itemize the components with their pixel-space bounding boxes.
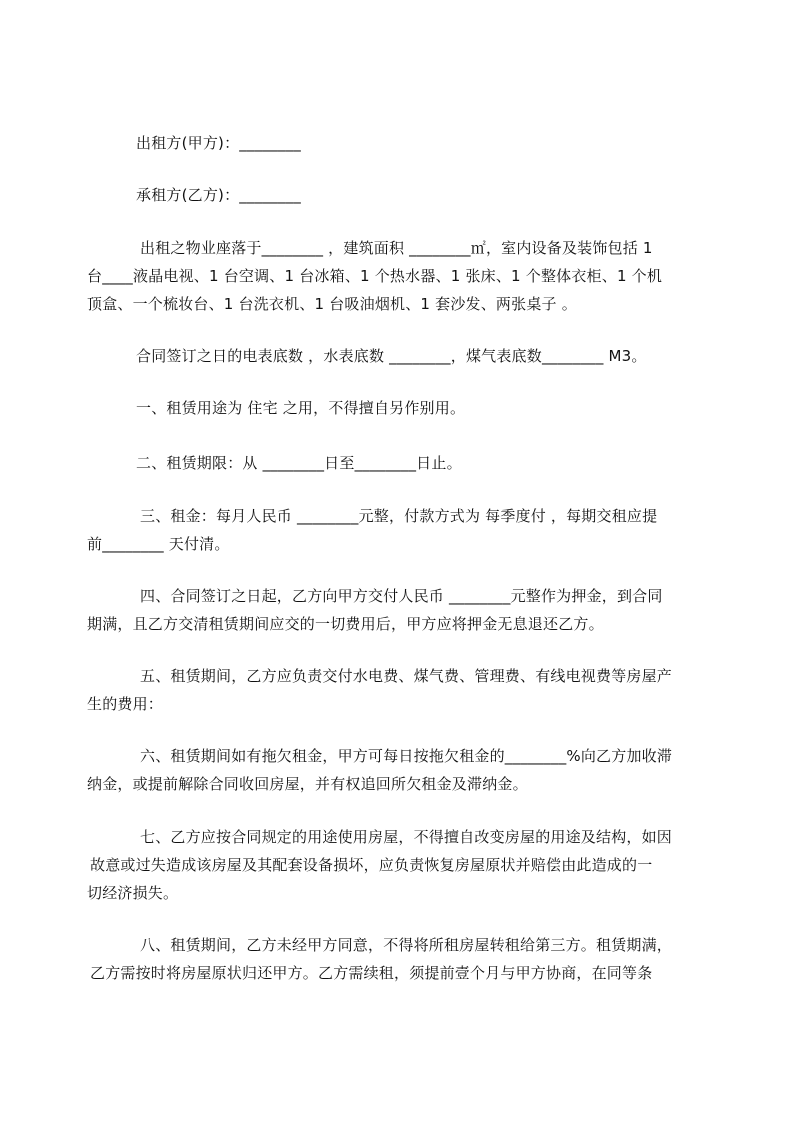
clause-2-line: 二、租赁期限：从 ________日至________日止。 (136, 454, 462, 472)
clause-7-line-2: 故意或过失造成该房屋及其配套设备损坏，应负责恢复房屋原状并赔偿由此造成的一 (90, 856, 653, 874)
clause-4-line-1: 四、合同签订之日起，乙方向甲方交付人民币 ________元整作为押金，到合同 (140, 587, 663, 605)
clause-8-line-2: 乙方需按时将房屋原状归还甲方。乙方需续租，须提前壹个月与甲方协商，在同等条 (90, 964, 653, 982)
clause-6-line-2: 纳金，或提前解除合同收回房屋，并有权追回所欠租金及滞纳金。 (87, 775, 528, 793)
clause-5-line-2: 生的费用： (87, 695, 164, 713)
clause-4-line-2: 期满，且乙方交清租赁期间应交的一切费用后，甲方应将押金无息退还乙方。 (87, 615, 604, 633)
lessor-line: 出租方(甲方)：________ (136, 134, 301, 152)
lessee-line: 承租方(乙方)：________ (136, 186, 301, 204)
clause-5-line-1: 五、租赁期间，乙方应负责交付水电费、煤气费、管理费、有线电视费等房屋产 (140, 667, 673, 685)
clause-3-line-1: 三、租金：每月人民币 ________元整，付款方式为 每季度付 ，每期交租应提 (140, 507, 658, 525)
property-para-line-3: 顶盒、一个梳妆台、1 台洗衣机、1 台吸油烟机、1 套沙发、两张桌子 。 (87, 295, 577, 313)
property-para-line-2: 台____液晶电视、1 台空调、1 台冰箱、1 个热水器、1 张床、1 个整体衣柜、1 个机 (87, 267, 663, 285)
meter-readings-line: 合同签订之日的电表底数 ，水表底数 ________，煤气表底数________ M3。 (136, 347, 647, 365)
clause-7-line-1: 七、乙方应按合同规定的用途使用房屋，不得擅自改变房屋的用途及结构，如因 (140, 828, 673, 846)
property-para-line-1: 出租之物业座落于________ ，建筑面积 ________㎡，室内设备及装饰包括 1 (140, 239, 653, 257)
clause-7-line-3: 切经济损失。 (87, 884, 179, 902)
clause-8-line-1: 八、租赁期间，乙方未经甲方同意，不得将所租房屋转租给第三方。租赁期满， (140, 936, 673, 954)
clause-3-line-2: 前________ 天付清。 (87, 535, 230, 553)
clause-6-line-1: 六、租赁期间如有拖欠租金，甲方可每日按拖欠租金的________%向乙方加收滞 (140, 747, 673, 765)
clause-1-line: 一、租赁用途为 住宅 之用，不得擅自另作别用。 (136, 399, 466, 417)
